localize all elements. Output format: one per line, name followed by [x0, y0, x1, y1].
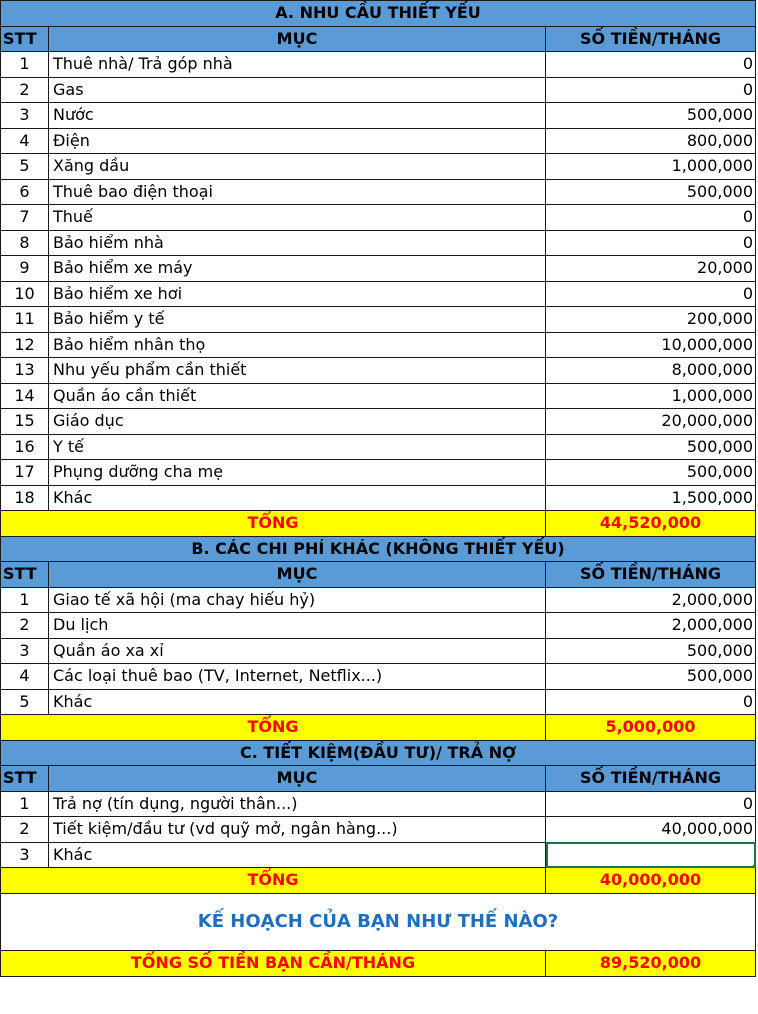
table-row — [1, 638, 756, 664]
amount-cell[interactable]: 0 — [546, 791, 756, 817]
item-cell[interactable]: Điện — [49, 128, 546, 154]
section-title[interactable]: B. CÁC CHI PHÍ KHÁC (KHÔNG THIẾT YẾU) — [1, 536, 756, 562]
total-value[interactable]: 5,000,000 — [546, 715, 756, 741]
stt-cell[interactable]: 10 — [1, 281, 49, 307]
stt-cell[interactable]: 11 — [1, 307, 49, 333]
item-cell[interactable]: Bảo hiểm nhân thọ — [49, 332, 546, 358]
stt-cell[interactable]: 1 — [1, 52, 49, 78]
total-label[interactable]: TỔNG — [1, 715, 546, 741]
item-cell[interactable]: Khác — [49, 485, 546, 511]
stt-cell[interactable]: 5 — [1, 154, 49, 180]
fill-handle[interactable] — [753, 865, 756, 868]
stt-cell[interactable]: 9 — [1, 256, 49, 282]
item-cell[interactable]: Thuế — [49, 205, 546, 231]
section-title-row — [1, 740, 756, 766]
amount-cell[interactable]: 500,000 — [546, 103, 756, 129]
item-cell[interactable]: Trả nợ (tín dụng, người thân...) — [49, 791, 546, 817]
table-row — [1, 256, 756, 282]
stt-cell[interactable]: 2 — [1, 817, 49, 843]
amount-cell[interactable]: 0 — [546, 230, 756, 256]
section-title-row — [1, 536, 756, 562]
stt-cell[interactable]: 3 — [1, 638, 49, 664]
plan-question[interactable]: KẾ HOẠCH CỦA BẠN NHƯ THẾ NÀO? — [1, 893, 756, 950]
item-cell[interactable]: Bảo hiểm xe hơi — [49, 281, 546, 307]
item-cell[interactable]: Khác — [49, 842, 546, 868]
table-row — [1, 791, 756, 817]
table-row — [1, 817, 756, 843]
column-header-row — [1, 26, 756, 52]
stt-cell[interactable]: 1 — [1, 587, 49, 613]
stt-cell[interactable]: 6 — [1, 179, 49, 205]
table-row — [1, 664, 756, 690]
column-header-row — [1, 766, 756, 792]
amount-cell[interactable]: 0 — [546, 77, 756, 103]
table-row — [1, 383, 756, 409]
table-row — [1, 128, 756, 154]
item-cell[interactable]: Giáo dục — [49, 409, 546, 435]
amount-cell[interactable]: 20,000 — [546, 256, 756, 282]
stt-header[interactable]: STT — [1, 766, 49, 792]
item-header[interactable]: MỤC — [49, 562, 546, 588]
item-cell[interactable]: Thuê nhà/ Trả góp nhà — [49, 52, 546, 78]
item-cell[interactable]: Tiết kiệm/đầu tư (vd quỹ mở, ngân hàng...) — [49, 817, 546, 843]
item-header[interactable]: MỤC — [49, 26, 546, 52]
amount-cell[interactable]: 20,000,000 — [546, 409, 756, 435]
item-cell[interactable]: Giao tế xã hội (ma chay hiếu hỷ) — [49, 587, 546, 613]
item-cell[interactable]: Y tế — [49, 434, 546, 460]
table-row — [1, 613, 756, 639]
item-cell[interactable]: Bảo hiểm y tế — [49, 307, 546, 333]
table-row — [1, 842, 756, 868]
stt-cell[interactable]: 8 — [1, 230, 49, 256]
amount-header[interactable]: SỐ TIỀN/THÁNG — [546, 766, 756, 792]
stt-cell[interactable]: 4 — [1, 664, 49, 690]
item-cell[interactable]: Bảo hiểm nhà — [49, 230, 546, 256]
item-cell[interactable]: Bảo hiểm xe máy — [49, 256, 546, 282]
amount-cell[interactable]: 1,000,000 — [546, 383, 756, 409]
amount-cell[interactable]: 40,000,000 — [546, 817, 756, 843]
amount-cell[interactable]: 200,000 — [546, 307, 756, 333]
stt-cell[interactable]: 13 — [1, 358, 49, 384]
stt-cell[interactable]: 14 — [1, 383, 49, 409]
section-title-row — [1, 1, 756, 27]
amount-cell[interactable]: 1,000,000 — [546, 154, 756, 180]
total-value[interactable]: 40,000,000 — [546, 868, 756, 894]
section-title[interactable]: A. NHU CẦU THIẾT YẾU — [1, 1, 756, 27]
grand-total-value[interactable]: 89,520,000 — [546, 950, 756, 976]
table-row — [1, 154, 756, 180]
sheet-body — [1, 1, 756, 977]
total-value[interactable]: 44,520,000 — [546, 511, 756, 537]
total-row — [1, 868, 756, 894]
stt-cell[interactable]: 7 — [1, 205, 49, 231]
plan-question-row — [1, 893, 756, 950]
item-cell[interactable]: Du lịch — [49, 613, 546, 639]
total-row — [1, 511, 756, 537]
section-title[interactable]: C. TIẾT KIỆM(ĐẦU TƯ)/ TRẢ NỢ — [1, 740, 756, 766]
amount-cell[interactable]: 500,000 — [546, 434, 756, 460]
stt-cell[interactable]: 3 — [1, 103, 49, 129]
item-cell[interactable]: Thuê bao điện thoại — [49, 179, 546, 205]
table-row — [1, 485, 756, 511]
table-row — [1, 77, 756, 103]
item-cell[interactable]: Quần áo cần thiết — [49, 383, 546, 409]
amount-cell[interactable]: 500,000 — [546, 179, 756, 205]
stt-cell[interactable]: 16 — [1, 434, 49, 460]
item-cell[interactable]: Khác — [49, 689, 546, 715]
table-row — [1, 179, 756, 205]
amount-cell[interactable]: 0 — [546, 689, 756, 715]
amount-cell[interactable]: 800,000 — [546, 128, 756, 154]
table-row — [1, 281, 756, 307]
item-cell[interactable]: Nhu yếu phẩm cần thiết — [49, 358, 546, 384]
total-row — [1, 715, 756, 741]
total-label[interactable]: TỔNG — [1, 868, 546, 894]
item-cell[interactable]: Xăng dầu — [49, 154, 546, 180]
stt-cell[interactable]: 2 — [1, 77, 49, 103]
amount-cell[interactable]: 10,000,000 — [546, 332, 756, 358]
item-header[interactable]: MỤC — [49, 766, 546, 792]
stt-cell[interactable]: 5 — [1, 689, 49, 715]
stt-cell[interactable]: 12 — [1, 332, 49, 358]
amount-cell[interactable]: 0 — [546, 52, 756, 78]
amount-cell[interactable]: 8,000,000 — [546, 358, 756, 384]
item-cell[interactable]: Quần áo xa xỉ — [49, 638, 546, 664]
table-row — [1, 409, 756, 435]
stt-cell[interactable]: 4 — [1, 128, 49, 154]
table-row — [1, 587, 756, 613]
selected-amount-cell[interactable] — [546, 842, 756, 868]
grand-total-row — [1, 950, 756, 976]
item-cell[interactable]: Phụng dưỡng cha mẹ — [49, 460, 546, 486]
amount-cell[interactable]: 0 — [546, 205, 756, 231]
stt-cell[interactable]: 17 — [1, 460, 49, 486]
table-row — [1, 460, 756, 486]
stt-header[interactable]: STT — [1, 562, 49, 588]
total-label[interactable]: TỔNG — [1, 511, 546, 537]
stt-header[interactable]: STT — [1, 26, 49, 52]
item-cell[interactable]: Các loại thuê bao (TV, Internet, Netflix...) — [49, 664, 546, 690]
amount-cell[interactable]: 2,000,000 — [546, 587, 756, 613]
amount-cell[interactable]: 0 — [546, 281, 756, 307]
amount-cell[interactable]: 1,500,000 — [546, 485, 756, 511]
amount-header[interactable]: SỐ TIỀN/THÁNG — [546, 26, 756, 52]
grand-total-label[interactable]: TỔNG SỐ TIỀN BẠN CẦN/THÁNG — [1, 950, 546, 976]
stt-cell[interactable]: 3 — [1, 842, 49, 868]
amount-cell[interactable]: 500,000 — [546, 638, 756, 664]
table-row — [1, 205, 756, 231]
table-row — [1, 434, 756, 460]
table-row — [1, 230, 756, 256]
item-cell[interactable]: Nước — [49, 103, 546, 129]
table-row — [1, 103, 756, 129]
table-row — [1, 689, 756, 715]
stt-cell[interactable]: 18 — [1, 485, 49, 511]
table-row — [1, 358, 756, 384]
stt-cell[interactable]: 15 — [1, 409, 49, 435]
amount-cell[interactable]: 2,000,000 — [546, 613, 756, 639]
table-row — [1, 307, 756, 333]
column-header-row — [1, 562, 756, 588]
stt-cell[interactable]: 2 — [1, 613, 49, 639]
amount-header[interactable]: SỐ TIỀN/THÁNG — [546, 562, 756, 588]
stt-cell[interactable]: 1 — [1, 791, 49, 817]
amount-cell[interactable]: 500,000 — [546, 460, 756, 486]
item-cell[interactable]: Gas — [49, 77, 546, 103]
table-row — [1, 332, 756, 358]
table-row — [1, 52, 756, 78]
amount-cell[interactable]: 500,000 — [546, 664, 756, 690]
